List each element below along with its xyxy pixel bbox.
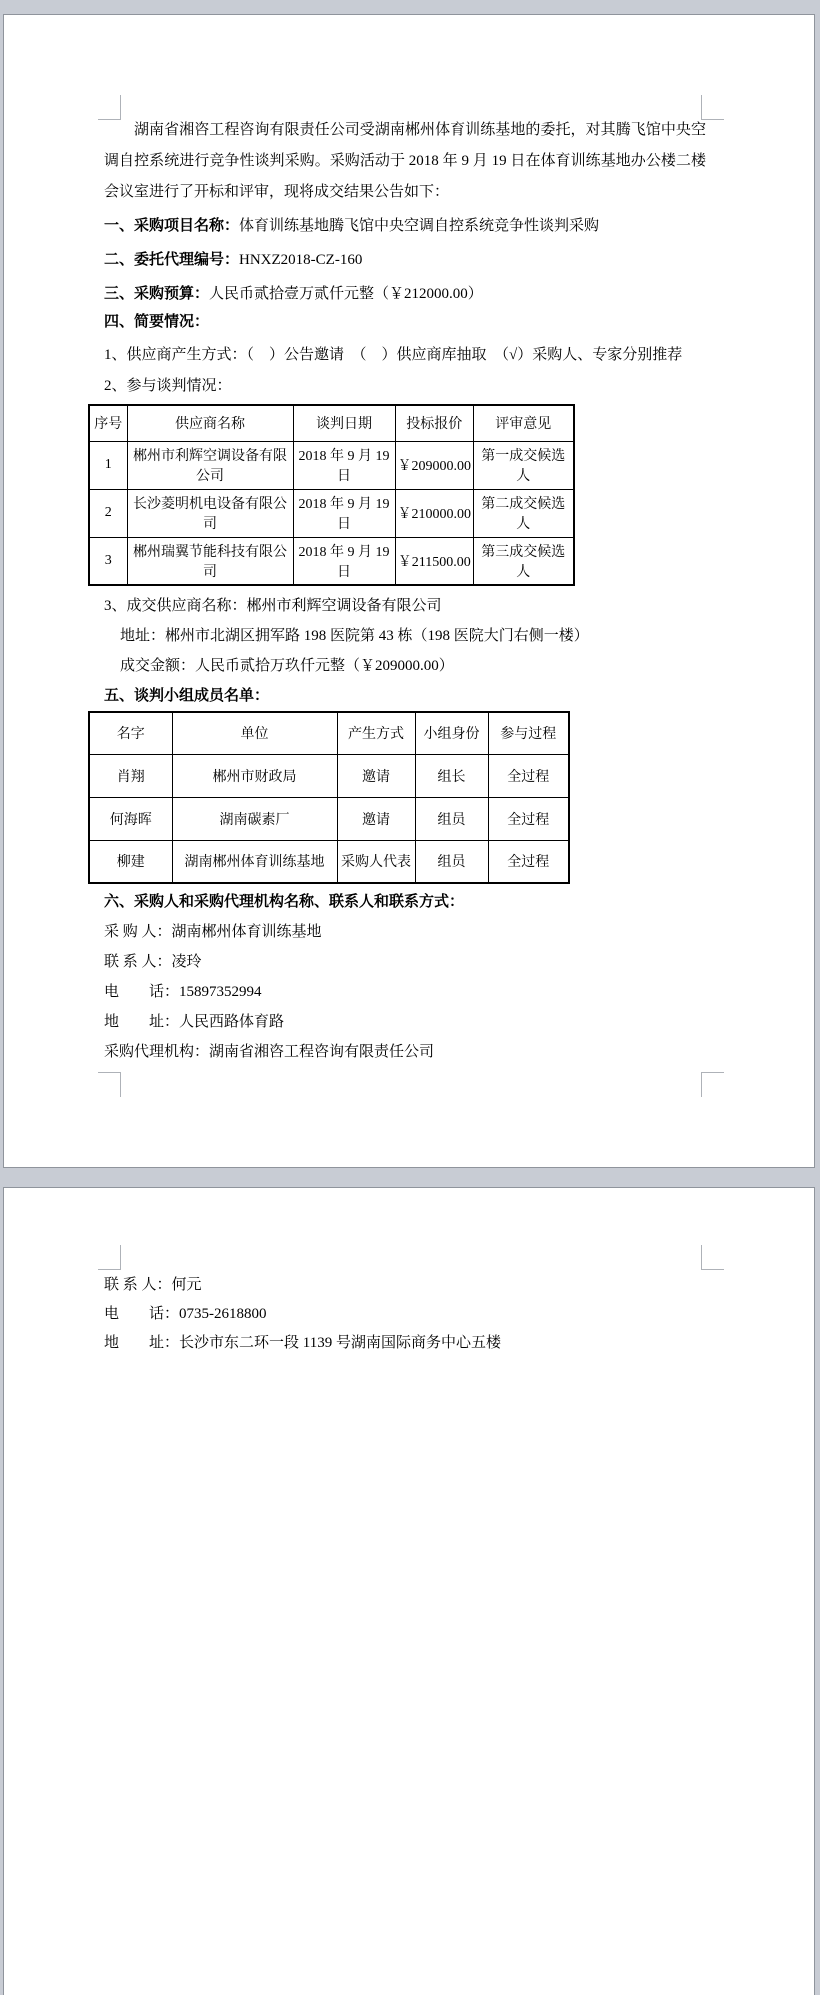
winner-address-line: 地址：郴州市北湖区拥军路 198 医院第 43 栋（198 医院大门右侧一楼） (120, 628, 589, 644)
panel-table-row (89, 754, 569, 797)
supplier-method-line: 1、供应商产生方式：（ ）公告邀请 （ ）供应商库抽取 （√）采购人、专家分别推荐 (104, 347, 683, 363)
phone-line: 电 话：15897352994 (104, 984, 262, 1000)
section-3-value: 人民币贰拾壹万贰仟元整（￥212000.00） (209, 286, 483, 302)
table-cell: 邀请 (337, 797, 415, 840)
agency-phone-line: 电 话：0735-2618800 (104, 1306, 267, 1322)
section-2-line (104, 251, 362, 269)
table-cell: 采购人代表 (337, 840, 415, 883)
table-cell: 柳建 (89, 840, 172, 883)
section-5-label: 五、谈判小组成员名单： (104, 688, 270, 704)
table-cell: 全过程 (488, 797, 569, 840)
agency-line: 采购代理机构：湖南省湘咨工程咨询有限责任公司 (104, 1044, 435, 1060)
panel-col-header: 参与过程 (488, 712, 569, 754)
section-1-line (104, 217, 599, 235)
section-1-value: 体育训练基地腾飞馆中央空调自控系统竞争性谈判采购 (239, 218, 600, 234)
corner-mark-top-left (98, 1245, 121, 1270)
table-cell: 第三成交候选人 (474, 537, 574, 585)
table-cell: 1 (89, 441, 127, 489)
table-cell: ￥210000.00 (395, 489, 474, 537)
table-cell: 2018 年 9 月 19 日 (293, 537, 395, 585)
table-cell: 3 (89, 537, 127, 585)
purchaser-line: 采 购 人：湖南郴州体育训练基地 (104, 924, 322, 940)
table-cell: 全过程 (488, 754, 569, 797)
section-3-label: 三、采购预算： (104, 286, 210, 302)
table-cell: 第二成交候选人 (474, 489, 574, 537)
table-cell: 郴州瑞翼节能科技有限公司 (127, 537, 293, 585)
supplier-col-header: 谈判日期 (293, 405, 395, 441)
table-cell: 2018 年 9 月 19 日 (293, 441, 395, 489)
section-2-value: HNXZ2018-CZ-160 (239, 252, 363, 268)
section-1-label: 一、采购项目名称： (104, 218, 240, 234)
panel-col-header: 产生方式 (337, 712, 415, 754)
table-cell: 组员 (415, 797, 488, 840)
table-cell: ￥209000.00 (395, 441, 474, 489)
table-cell: 第一成交候选人 (474, 441, 574, 489)
supplier-table (88, 404, 575, 586)
table-cell: 湖南碳素厂 (172, 797, 337, 840)
contact-line: 联 系 人：凌玲 (104, 954, 202, 970)
page-1 (3, 14, 815, 1168)
page-2 (3, 1187, 815, 1995)
table-cell: 组长 (415, 754, 488, 797)
intro-paragraph: 湖南省湘咨工程咨询有限责任公司受湖南郴州体育训练基地的委托，对其腾飞馆中央空调自控系统进行竞争性谈判采购。采购活动于 2018 年 9 月 19 日在体育训练基地办公楼二楼会议室进行了开标和评审，现将成交结果公告如下： (104, 122, 706, 200)
supplier-col-header: 供应商名称 (127, 405, 293, 441)
winner-name-line: 3、成交供应商名称：郴州市利辉空调设备有限公司 (104, 598, 442, 614)
section-3-line (104, 285, 483, 303)
supplier-col-header: 评审意见 (474, 405, 574, 441)
panel-col-header: 小组身份 (415, 712, 488, 754)
supplier-col-header: 序号 (89, 405, 127, 441)
table-cell: 湖南郴州体育训练基地 (172, 840, 337, 883)
supplier-table-row (89, 537, 574, 585)
panel-table (88, 711, 570, 884)
panel-table-row (89, 797, 569, 840)
table-cell: 2018 年 9 月 19 日 (293, 489, 395, 537)
corner-mark-top-right (701, 1245, 724, 1270)
table-cell: ￥211500.00 (395, 537, 474, 585)
section-2-label: 二、委托代理编号： (104, 252, 240, 268)
corner-mark-bottom-right (701, 1072, 724, 1097)
section-6-label: 六、采购人和采购代理机构名称、联系人和联系方式： (104, 894, 465, 910)
table-cell: 邀请 (337, 754, 415, 797)
supplier-table-row (89, 441, 574, 489)
section-4-label: 四、简要情况： (104, 314, 210, 330)
winner-amount-line: 成交金额：人民币贰拾万玖仟元整（￥209000.00） (120, 658, 454, 674)
negotiation-intro-line: 2、参与谈判情况： (104, 378, 232, 394)
panel-col-header: 名字 (89, 712, 172, 754)
address-line: 地 址：人民西路体育路 (104, 1014, 285, 1030)
agency-contact-line: 联 系 人：何元 (104, 1277, 202, 1293)
table-cell: 郴州市利辉空调设备有限公司 (127, 441, 293, 489)
corner-mark-bottom-left (98, 1072, 121, 1097)
table-cell: 长沙菱明机电设备有限公司 (127, 489, 293, 537)
table-cell: 组员 (415, 840, 488, 883)
panel-table-header-row (89, 712, 569, 754)
table-cell: 2 (89, 489, 127, 537)
supplier-table-header-row (89, 405, 574, 441)
agency-address-line: 地 址：长沙市东二环一段 1139 号湖南国际商务中心五楼 (104, 1335, 501, 1351)
supplier-table-row (89, 489, 574, 537)
panel-table-row (89, 840, 569, 883)
table-cell: 何海晖 (89, 797, 172, 840)
table-cell: 郴州市财政局 (172, 754, 337, 797)
panel-col-header: 单位 (172, 712, 337, 754)
table-cell: 肖翔 (89, 754, 172, 797)
table-cell: 全过程 (488, 840, 569, 883)
supplier-col-header: 投标报价 (395, 405, 474, 441)
